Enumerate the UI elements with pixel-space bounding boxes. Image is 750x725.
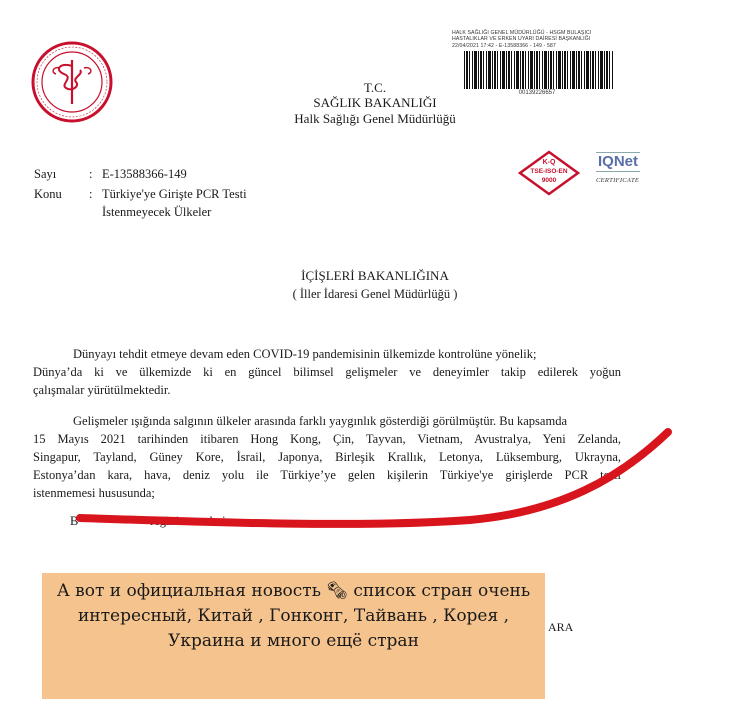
tse-top-text: K-Q xyxy=(542,159,556,166)
paragraph-2-line-3: Singapur, Tayland, Güney Kore, İsrail, Japonya, Birleşik Krallık, Letonya, Lüksemburg, Ukrayna, xyxy=(33,450,621,464)
tse-bottom-text: 9000 xyxy=(541,177,557,184)
paragraph-1-line-1: Dünyayı tehdit etmeye devam eden COVID-19 pandemisinin ülkemizde kontrolüne yönelik; xyxy=(73,347,537,361)
iqnet-text: IQNet xyxy=(598,153,639,170)
konu-value-line-1: Türkiye'ye Girişte PCR Testi xyxy=(102,187,247,201)
addressee-subtitle: ( İller İdaresi Genel Müdürlüğü ) xyxy=(292,287,458,301)
paragraph-2-line-1: Gelişmeler ışığında salgının ülkeler arasında farklı yaygınlık gösterdiği görülmüştür. Bu kapsamda xyxy=(73,414,567,428)
paragraph-1-line-2: Dünya’da ki ve ülkemizde ki en güncel bilimsel gelişmeler ve deneyimler takip edilerek yoğun xyxy=(33,365,621,379)
ministry-heading: SAĞLIK BAKANLIĞI xyxy=(313,95,437,110)
tc-heading: T.C. xyxy=(363,80,387,95)
konu-label: Konu xyxy=(34,187,62,201)
sayi-value: E-13588366-149 xyxy=(102,167,187,181)
konu-value-line-2: İstenmeyecek Ülkeler xyxy=(102,205,212,219)
sayi-colon: : xyxy=(89,167,93,181)
konu-colon: : xyxy=(89,187,93,201)
paragraph-1-line-3: çalışmalar yürütülmektedir. xyxy=(33,383,171,397)
barcode-number: 00139226657 xyxy=(518,89,556,96)
barcode-line-3: 22/04/2021 17:42 - E-13588366 - 149 - 587 xyxy=(452,42,556,49)
closing-line-end: reğini arz ederim. xyxy=(150,514,239,528)
story-caption-note xyxy=(42,573,545,699)
barcode-line-2: HASTALIKLAR VE ERKEN UYARI DAİRESİ BAŞKANLIĞI xyxy=(452,36,591,43)
closing-line-start: B xyxy=(70,514,79,528)
paragraph-2-line-5: istenmemesi hususunda; xyxy=(33,486,155,500)
paragraph-2-line-4: Estonya’dan kara, hava, deniz yolu ile Türkiye’ye gelen kişilerin Türkiye'ye girişlerde PCR testi xyxy=(33,468,621,482)
tse-mid-text: TSE-ISO-EN xyxy=(530,168,568,175)
paragraph-2-line-2: 15 Mayıs 2021 tarihinden itibaren Hong Kong, Çin, Tayvan, Vietnam, Avustralya, Yeni Zelanda, xyxy=(33,432,621,446)
addressee-title: İÇİŞLERİ BAKANLIĞINA xyxy=(301,268,449,283)
signature-fragment: ARA xyxy=(548,620,574,634)
sayi-label: Sayı xyxy=(34,167,57,181)
story-caption-text: А вот и официальная новость 🗞 список стран очень интересный, Китай , Гонконг, Тайвань , Корея , Украина и много ещё стран xyxy=(56,581,531,651)
directorate-heading: Halk Sağlığı Genel Müdürlüğü xyxy=(294,111,456,126)
barcode-line-1: HALK SAĞLIĞI GENEL MÜDÜRLÜĞÜ - HSGM BULAŞICI xyxy=(452,30,592,36)
certificate-text: CERTIFICATE xyxy=(596,177,640,184)
